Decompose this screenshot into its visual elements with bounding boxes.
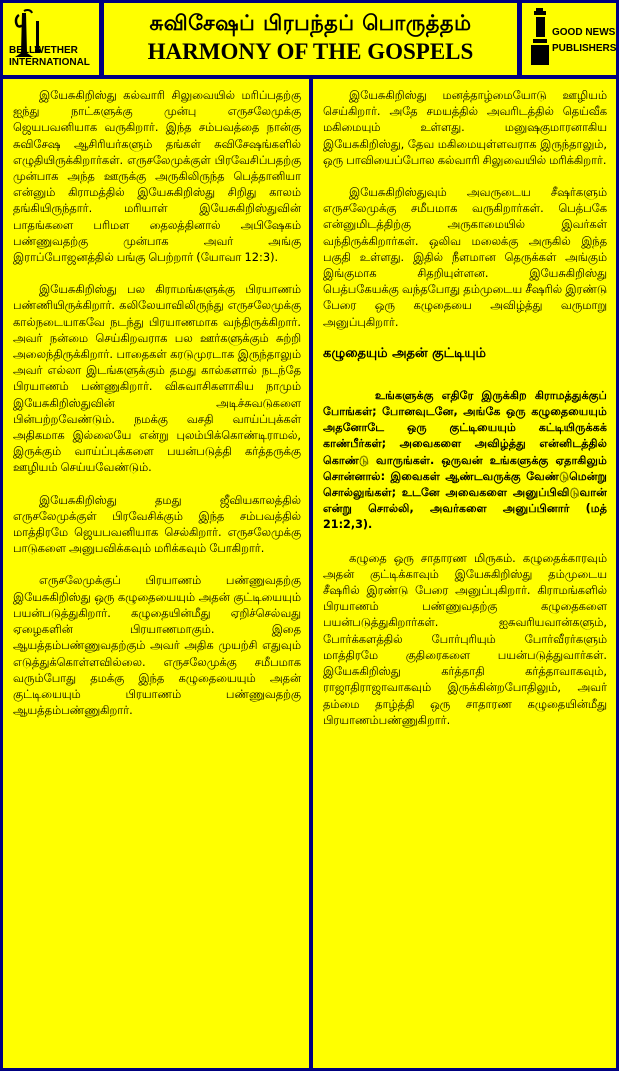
good-news-line2: PUBLISHERS [552, 43, 617, 54]
right-column [313, 79, 616, 1068]
right-paragraph-3: கழுதை ஒரு சாதாரண மிருகம். கழுதைக்காரவும் அதன் குட்டிக்காவும் இயேசுகிறிஸ்து தம்முடைய சீஷரில் இரண்டு பேரை அனுப்புகிறார். கிராமங்களில் பிரயாணம் பண்ணுவதற்கு கழுதைகளை பயன்படுத்துகிறார்கள். ஐசுவரியவான்களும், போர்க்களத்தில் போர்புரியும் போர்வீரர்களும் மாத்திரமே குதிரைகளை பயன்படுத்துவார்கள். இயேசுகிறிஸ்து கர்த்தாதி கர்த்தாவாகவும், ராஜாதிராஜாவாகவும் இருக்கின்றபோதிலும், அவர் தம்மை தாழ்த்தி ஒரு சாதாரண கழுதையின்மீது பிரயாணம்பண்ணுகிறார். [323, 550, 607, 727]
section-heading: கழுதையும் அதன் குட்டியும் [323, 345, 486, 361]
left-paragraph-4: எருசலேமுக்குப் பிரயாணம் பண்ணுவதற்கு இயேசுகிறிஸ்து ஒரு கழுதையையும் அதன் குட்டியையும் பயன்படுத்துகிறார். கழுதையின்மீது ஏறிச்செல்வது ஏழைகளின் பிரயாணமாகும். இதை ஆயத்தம்பண்ணுவதற்கும் அவர் அதிக முயற்சி எதுவும் எடுத்துக்கொள்ளவில்லை. எருசலேமுக்கு சமீபமாக வரும்போது தமக்கு இந்த கழுதையையும் அதன் குட்டியையும் பிரயாணம் பண்ணுவதற்கு ஆயத்தம்பண்ணுகிறார். [13, 573, 301, 718]
left-paragraph-3: இயேசுகிறிஸ்து தமது ஜீவியகாலத்தில் எருசலேமுக்குள் பிரவேசிக்கும் இந்த சம்பவத்தில் மாத்திரமே ஜெயபவனியாக செல்கிறார். எருசலேமுக்கு பாடுகளை அனுபவிக்கவும் மரிக்கவும் போகிறார். [13, 492, 301, 556]
book-stack-icon [522, 3, 616, 75]
scripture-quote: உங்களுக்கு எதிரே இருக்கிற கிராமத்துக்குப் போங்கள்; போனவுடனே, அங்கே ஒரு கழுதையையும் அதனோடே ஒரு குட்டியையும் கட்டியிருக்கக் காண்பீர்கள்; அவைகளை அவிழ்த்து என்னிடத்தில் கொண்டு வாருங்கள். ஒருவன் உங்களுக்கு ஏதாகிலும் சொன்னால்: இவைகள் ஆண்டவருக்கு வேண்டுமென்று சொல்லுங்கள்; உடனே அவைகளை அனுப்பிவிடுவான் என்று சொல்லி, அவர்களை அனுப்பினார் (மத் 21:2,3). [323, 388, 607, 532]
bellwether-line1: BELLWETHER [9, 45, 78, 56]
good-news-line1: GOOD NEWS [552, 27, 616, 38]
title-tamil: சுவிசேஷப் பிரபந்தப் பொருத்தம் [149, 11, 472, 35]
left-paragraph-2: இயேசுகிறிஸ்து பல கிராமங்களுக்கு பிரயாணம் பண்ணியிருக்கிறார். கலிலேயாவிலிருந்து எருசலேமுக்கு கால்நடையாகவே நடந்து பிரயாணமாக வந்திருக்கிறார். அவர் நன்மை செய்கிறவராக பல ஊர்களுக்கும் சுற்றி அலைந்திருக்கிறார். பாதைகள் கரடுமுரடாக இருந்தாலும் அவர் எல்லா இடங்களுக்கும் தமது கால்களால் நடந்தே பிரயாணம் பண்ணுகிறார். விசுவாசிகளாகிய நாமும் இயேசுகிறிஸ்துவின் அடிச்சுவடுகளை பின்பற்றவேண்டும். நமக்கு வசதி வாய்ப்புக்கள் அதிகமாக இல்லையே என்று புலம்பிக்கொண்டிராமல், இருக்கும் வாய்ப்புக்களை பயன்படுத்தி கர்த்தருக்கு ஊழியம் செய்யவேண்டும். [13, 282, 301, 475]
left-column [3, 79, 309, 1068]
title-english: HARMONY OF THE GOSPELS [147, 39, 474, 64]
header [3, 3, 616, 75]
bellwether-logo [3, 3, 99, 75]
good-news-logo [522, 3, 616, 75]
bellwether-line2: INTERNATIONAL [9, 57, 90, 68]
right-paragraph-2: இயேசுகிறிஸ்துவும் அவருடைய சீஷர்களும் எருசலேமுக்கு சமீபமாக வருகிறார்கள். பெத்பகே என்னுமிடத்திற்கு அருகாமையில் இவர்கள் வந்திருக்கிறார்கள். ஒலிவ மலைக்கு அருகில் இந்த பகுதி உள்ளது. இதில் நீளமான தெருக்கள் அங்கும் இங்குமாக சிதறியுள்ளன. இயேசுகிறிஸ்து பெத்பகேயக்கு வந்தபோது தம்முடைய சீஷரில் இரண்டு பேரை ஒரு கழுதையை அவிழ்த்து வருமாறு அனுப்புகிறார். [323, 185, 607, 329]
left-paragraph-1: இயேசுகிறிஸ்து கல்வாரி சிலுவையில் மரிப்பதற்கு ஐந்து நாட்களுக்கு முன்பு எருசலேமுக்கு ஜெயபவனியாக வருகிறார். இந்த சம்பவத்தை நான்கு சுவிசேஷ ஆசிரியர்களும் தங்கள் சுவிசேஷங்களில் எழுதியிருக்கிறார்கள். எருசலேமுக்குள் பிரவேசிப்பதற்கு முன்பாக அந்த ஊருக்கு அருகிலிருந்த பெத்தானியா என்னும் கிராமத்தில் இயேசுகிறிஸ்து சிறிது காலம் தங்கியிருந்தார். மரியாள் இயேசுகிறிஸ்துவின் பாதங்களை பரிமள தைலத்தினால் அபிஷேகம் பண்ணுவதற்கு முன்பாக அவர் அங்கு இராப்போஜனத்தில் பங்கு பெற்றார் (யோவா 12:3). [13, 88, 301, 265]
title-banner [104, 3, 517, 75]
right-paragraph-1: இயேசுகிறிஸ்து மனத்தாழ்மையோடு ஊழியம் செய்கிறார். அதே சமயத்தில் அவரிடத்தில் தெய்வீக மகிமையும் உள்ளது. மனுஷகுமாரனாகிய இயேசுகிறிஸ்து, தேவ மகிமையுள்ளவராக இருந்தாலும், ஒரு பாவியைப்போல கல்வாரி சிலுவையில் மரிக்கிறார். [323, 88, 607, 167]
